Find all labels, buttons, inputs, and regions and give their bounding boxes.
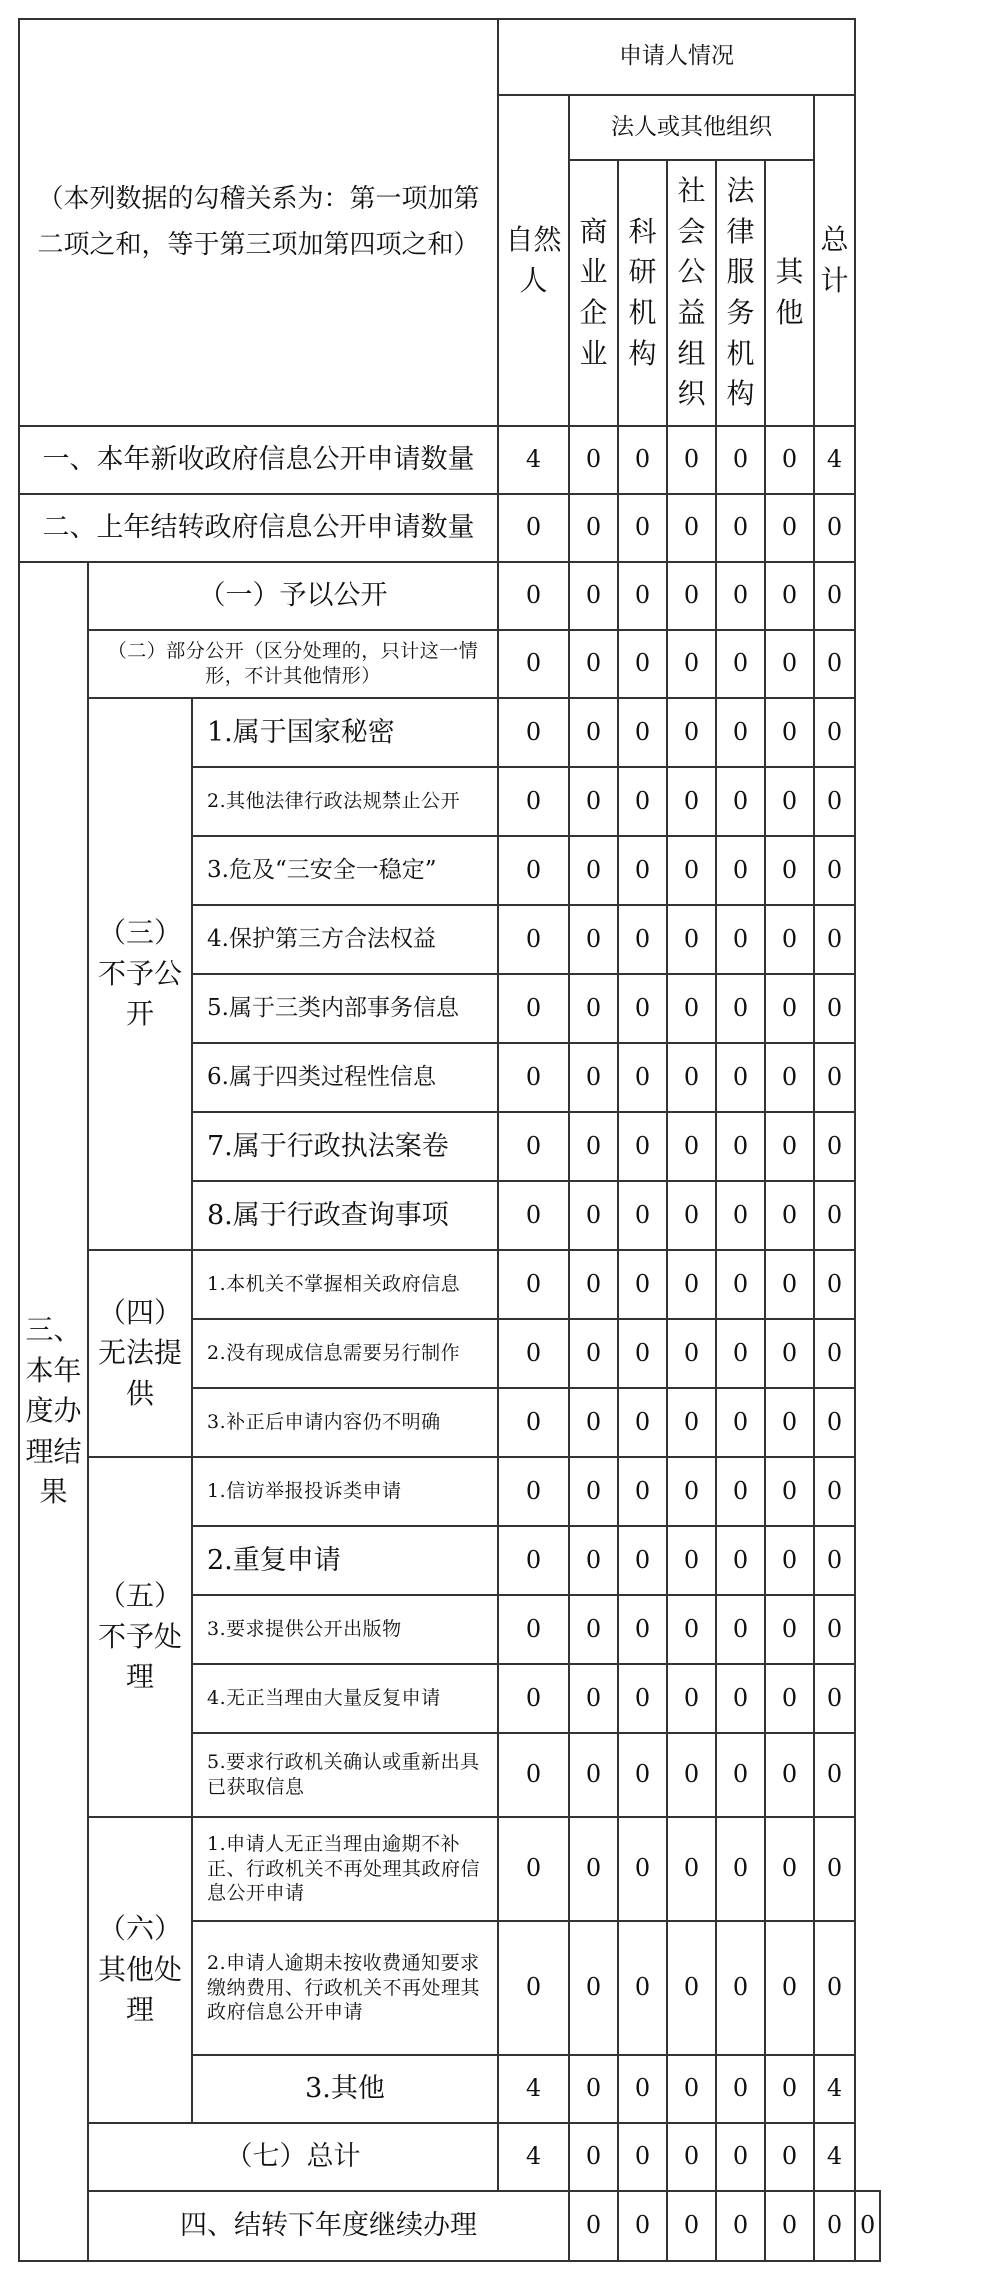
cell-legal-service: 0 [716, 1250, 765, 1319]
cell-commercial: 0 [569, 905, 618, 974]
row-label: 3.要求提供公开出版物 [192, 1595, 498, 1664]
cell-natural-person: 0 [498, 562, 569, 630]
row-label: 2.重复申请 [192, 1526, 498, 1595]
cell-commercial: 0 [569, 630, 618, 698]
cell-public-welfare: 0 [667, 1112, 716, 1181]
table-row [19, 698, 880, 767]
col-other: 其他 [765, 160, 814, 426]
cell-other: 0 [765, 1921, 814, 2055]
cell-total: 0 [814, 836, 855, 905]
table-row [19, 494, 880, 562]
cell-commercial: 0 [569, 494, 618, 562]
cell-public-welfare: 0 [667, 1733, 716, 1817]
cell-natural-person: 0 [569, 2191, 618, 2261]
cell-legal-service: 0 [716, 630, 765, 698]
row-label: 3.危及“三安全一稳定” [192, 836, 498, 905]
cell-legal-service: 0 [716, 1921, 765, 2055]
cell-research: 0 [618, 1043, 667, 1112]
cell-natural-person: 0 [498, 1457, 569, 1526]
cell-natural-person: 0 [498, 1733, 569, 1817]
cell-legal-service: 0 [716, 494, 765, 562]
cell-commercial: 0 [618, 2191, 667, 2261]
cell-public-welfare: 0 [667, 1817, 716, 1921]
cell-commercial: 0 [569, 2123, 618, 2191]
cell-research: 0 [618, 836, 667, 905]
cell-natural-person: 4 [498, 426, 569, 494]
cell-total: 0 [814, 1319, 855, 1388]
cell-total: 0 [814, 1595, 855, 1664]
cell-research: 0 [618, 426, 667, 494]
header-applicant: 申请人情况 [498, 19, 855, 95]
row-label-total: （七）总计 [88, 2123, 498, 2191]
cell-research: 0 [618, 698, 667, 767]
cell-other: 0 [765, 1664, 814, 1733]
cell-legal-service: 0 [716, 1181, 765, 1250]
cell-other: 0 [765, 767, 814, 836]
cell-public-welfare: 0 [667, 2055, 716, 2123]
cell-other: 0 [814, 2191, 855, 2261]
table-row [19, 2123, 880, 2191]
group-label-other-handling: （六）其他处理 [88, 1817, 192, 2123]
row-label: 1.信访举报投诉类申请 [192, 1457, 498, 1526]
table-row [19, 1250, 880, 1319]
cell-other: 0 [765, 2055, 814, 2123]
cell-commercial: 0 [569, 836, 618, 905]
cell-total: 0 [814, 1181, 855, 1250]
cell-legal-service: 0 [716, 1112, 765, 1181]
cell-total: 0 [814, 1664, 855, 1733]
cell-total: 0 [814, 1457, 855, 1526]
cell-public-welfare: 0 [667, 1457, 716, 1526]
cell-research: 0 [618, 1733, 667, 1817]
cell-commercial: 0 [569, 767, 618, 836]
cell-natural-person: 0 [498, 1526, 569, 1595]
cell-other: 0 [765, 1181, 814, 1250]
cell-natural-person: 0 [498, 1388, 569, 1457]
cell-commercial: 0 [569, 1112, 618, 1181]
cell-public-welfare: 0 [667, 698, 716, 767]
cell-other: 0 [765, 698, 814, 767]
cell-commercial: 0 [569, 1526, 618, 1595]
cell-public-welfare: 0 [667, 1595, 716, 1664]
cell-total: 0 [814, 562, 855, 630]
cell-commercial: 0 [569, 426, 618, 494]
cell-other: 0 [765, 905, 814, 974]
col-public-welfare: 社会公益组织 [667, 160, 716, 426]
row-label-carried-over: 二、上年结转政府信息公开申请数量 [19, 494, 498, 562]
cell-public-welfare: 0 [667, 1319, 716, 1388]
row-label-partially-disclosed: （二）部分公开（区分处理的，只计这一情形，不计其他情形） [88, 630, 498, 698]
row-label: 1.本机关不掌握相关政府信息 [192, 1250, 498, 1319]
cell-other: 0 [765, 1250, 814, 1319]
cell-legal-service: 0 [716, 562, 765, 630]
cell-research: 0 [618, 974, 667, 1043]
cell-commercial: 0 [569, 1921, 618, 2055]
cell-legal-service: 0 [716, 1733, 765, 1817]
cell-legal-service: 0 [716, 1457, 765, 1526]
cell-other: 0 [765, 1526, 814, 1595]
cell-public-welfare: 0 [716, 2191, 765, 2261]
cell-natural-person: 0 [498, 974, 569, 1043]
cell-total: 4 [814, 426, 855, 494]
cell-other: 0 [765, 1595, 814, 1664]
cell-total: 0 [814, 1733, 855, 1817]
cell-commercial: 0 [569, 974, 618, 1043]
cell-public-welfare: 0 [667, 974, 716, 1043]
cell-other: 0 [765, 1388, 814, 1457]
cell-other: 0 [765, 1817, 814, 1921]
cell-commercial: 0 [569, 1817, 618, 1921]
table-row [19, 426, 880, 494]
table-row [19, 1817, 880, 1921]
cell-research: 0 [618, 562, 667, 630]
cell-legal-service: 0 [716, 2123, 765, 2191]
table-row [19, 2191, 880, 2261]
cell-commercial: 0 [569, 1733, 618, 1817]
col-legal-service: 法律服务机构 [716, 160, 765, 426]
cell-natural-person: 0 [498, 1319, 569, 1388]
row-label: 2.其他法律行政法规禁止公开 [192, 767, 498, 836]
header-note: （本列数据的勾稽关系为：第一项加第二项之和，等于第三项加第四项之和） [19, 19, 498, 426]
cell-commercial: 0 [569, 562, 618, 630]
cell-legal-service: 0 [716, 1595, 765, 1664]
cell-total: 0 [814, 630, 855, 698]
cell-research: 0 [618, 1388, 667, 1457]
cell-total: 0 [814, 1043, 855, 1112]
cell-total: 0 [814, 1112, 855, 1181]
cell-research: 0 [618, 1319, 667, 1388]
cell-natural-person: 0 [498, 630, 569, 698]
cell-other: 0 [765, 1457, 814, 1526]
cell-natural-person: 0 [498, 1817, 569, 1921]
cell-public-welfare: 0 [667, 1921, 716, 2055]
row-label: 2.没有现成信息需要另行制作 [192, 1319, 498, 1388]
row-label: 2.申请人逾期未按收费通知要求缴纳费用、行政机关不再处理其政府信息公开申请 [192, 1921, 498, 2055]
cell-natural-person: 0 [498, 836, 569, 905]
cell-natural-person: 0 [498, 1250, 569, 1319]
cell-total: 4 [814, 2055, 855, 2123]
row-label: 1.属于国家秘密 [192, 698, 498, 767]
row-label: 6.属于四类过程性信息 [192, 1043, 498, 1112]
cell-legal-service: 0 [716, 1817, 765, 1921]
cell-public-welfare: 0 [667, 494, 716, 562]
row-label: 7.属于行政执法案卷 [192, 1112, 498, 1181]
cell-research: 0 [618, 767, 667, 836]
group-label-not-disclosed: （三）不予公开 [88, 698, 192, 1250]
cell-public-welfare: 0 [667, 2123, 716, 2191]
cell-other: 0 [765, 426, 814, 494]
header-legal-entity: 法人或其他组织 [569, 95, 814, 160]
cell-public-welfare: 0 [667, 562, 716, 630]
cell-research: 0 [618, 1457, 667, 1526]
cell-commercial: 0 [569, 1181, 618, 1250]
cell-research: 0 [618, 1817, 667, 1921]
cell-total: 0 [814, 1250, 855, 1319]
cell-natural-person: 0 [498, 1664, 569, 1733]
cell-legal-service: 0 [716, 2055, 765, 2123]
cell-total: 0 [855, 2191, 880, 2261]
cell-natural-person: 0 [498, 1181, 569, 1250]
cell-other: 0 [765, 1112, 814, 1181]
cell-legal-service: 0 [716, 1388, 765, 1457]
cell-other: 0 [765, 2123, 814, 2191]
cell-other: 0 [765, 974, 814, 1043]
cell-total: 4 [814, 2123, 855, 2191]
row-label: 4.无正当理由大量反复申请 [192, 1664, 498, 1733]
cell-commercial: 0 [569, 1595, 618, 1664]
cell-research: 0 [618, 2123, 667, 2191]
cell-research: 0 [618, 1921, 667, 2055]
cell-research: 0 [618, 1181, 667, 1250]
cell-natural-person: 4 [498, 2055, 569, 2123]
row-label: 1.申请人无正当理由逾期不补正、行政机关不再处理其政府信息公开申请 [192, 1817, 498, 1921]
cell-total: 0 [814, 1817, 855, 1921]
cell-legal-service: 0 [716, 1664, 765, 1733]
section-label-results: 三、本年度办理结果 [19, 562, 88, 2261]
cell-commercial: 0 [569, 1664, 618, 1733]
cell-public-welfare: 0 [667, 836, 716, 905]
row-label: 3.其他 [192, 2055, 498, 2123]
cell-natural-person: 0 [498, 494, 569, 562]
cell-other: 0 [765, 494, 814, 562]
cell-research: 0 [618, 494, 667, 562]
cell-legal-service: 0 [716, 974, 765, 1043]
cell-total: 0 [814, 767, 855, 836]
cell-natural-person: 0 [498, 1112, 569, 1181]
cell-research: 0 [618, 630, 667, 698]
row-label: 4.保护第三方合法权益 [192, 905, 498, 974]
cell-commercial: 0 [569, 1319, 618, 1388]
cell-research: 0 [618, 905, 667, 974]
cell-legal-service: 0 [716, 1319, 765, 1388]
cell-legal-service: 0 [716, 1043, 765, 1112]
cell-research: 0 [618, 2055, 667, 2123]
cell-legal-service: 0 [716, 698, 765, 767]
info-disclosure-table [18, 18, 881, 2262]
cell-research: 0 [618, 1664, 667, 1733]
table-row [19, 1457, 880, 1526]
cell-other: 0 [765, 1043, 814, 1112]
cell-total: 0 [814, 1526, 855, 1595]
cell-other: 0 [765, 1733, 814, 1817]
cell-public-welfare: 0 [667, 630, 716, 698]
cell-commercial: 0 [569, 2055, 618, 2123]
cell-natural-person: 0 [498, 1043, 569, 1112]
cell-legal-service: 0 [716, 426, 765, 494]
cell-public-welfare: 0 [667, 1526, 716, 1595]
cell-other: 0 [765, 630, 814, 698]
cell-commercial: 0 [569, 698, 618, 767]
cell-research: 0 [618, 1526, 667, 1595]
cell-natural-person: 4 [498, 2123, 569, 2191]
table-row [19, 630, 880, 698]
col-research: 科研机构 [618, 160, 667, 426]
cell-total: 0 [814, 974, 855, 1043]
cell-total: 0 [814, 494, 855, 562]
cell-natural-person: 0 [498, 698, 569, 767]
cell-other: 0 [765, 1319, 814, 1388]
cell-other: 0 [765, 836, 814, 905]
cell-public-welfare: 0 [667, 905, 716, 974]
cell-research: 0 [618, 1595, 667, 1664]
cell-legal-service: 0 [716, 836, 765, 905]
cell-public-welfare: 0 [667, 1250, 716, 1319]
row-label: 5.要求行政机关确认或重新出具已获取信息 [192, 1733, 498, 1817]
cell-commercial: 0 [569, 1250, 618, 1319]
cell-commercial: 0 [569, 1388, 618, 1457]
cell-research: 0 [618, 1250, 667, 1319]
table-row [19, 562, 880, 630]
row-label: 5.属于三类内部事务信息 [192, 974, 498, 1043]
group-label-unable-to-provide: （四）无法提供 [88, 1250, 192, 1457]
group-label-not-processed: （五）不予处理 [88, 1457, 192, 1817]
cell-public-welfare: 0 [667, 1388, 716, 1457]
col-natural-person: 自然人 [498, 95, 569, 426]
col-total: 总计 [814, 95, 855, 426]
cell-commercial: 0 [569, 1457, 618, 1526]
cell-legal-service: 0 [716, 1526, 765, 1595]
cell-legal-service: 0 [765, 2191, 814, 2261]
cell-natural-person: 0 [498, 1921, 569, 2055]
cell-legal-service: 0 [716, 767, 765, 836]
cell-public-welfare: 0 [667, 767, 716, 836]
cell-total: 0 [814, 1921, 855, 2055]
cell-research: 0 [618, 1112, 667, 1181]
cell-natural-person: 0 [498, 905, 569, 974]
cell-other: 0 [765, 562, 814, 630]
row-label-new-requests: 一、本年新收政府信息公开申请数量 [19, 426, 498, 494]
cell-total: 0 [814, 698, 855, 767]
cell-legal-service: 0 [716, 905, 765, 974]
cell-public-welfare: 0 [667, 1043, 716, 1112]
cell-total: 0 [814, 905, 855, 974]
cell-public-welfare: 0 [667, 1181, 716, 1250]
cell-commercial: 0 [569, 1043, 618, 1112]
row-label: 3.补正后申请内容仍不明确 [192, 1388, 498, 1457]
col-commercial: 商业企业 [569, 160, 618, 426]
cell-natural-person: 0 [498, 767, 569, 836]
row-label-disclosed: （一）予以公开 [88, 562, 498, 630]
cell-natural-person: 0 [498, 1595, 569, 1664]
cell-public-welfare: 0 [667, 426, 716, 494]
row-label-carry-forward: 四、结转下年度继续办理 [88, 2191, 569, 2261]
row-label: 8.属于行政查询事项 [192, 1181, 498, 1250]
cell-research: 0 [667, 2191, 716, 2261]
cell-total: 0 [814, 1388, 855, 1457]
cell-public-welfare: 0 [667, 1664, 716, 1733]
